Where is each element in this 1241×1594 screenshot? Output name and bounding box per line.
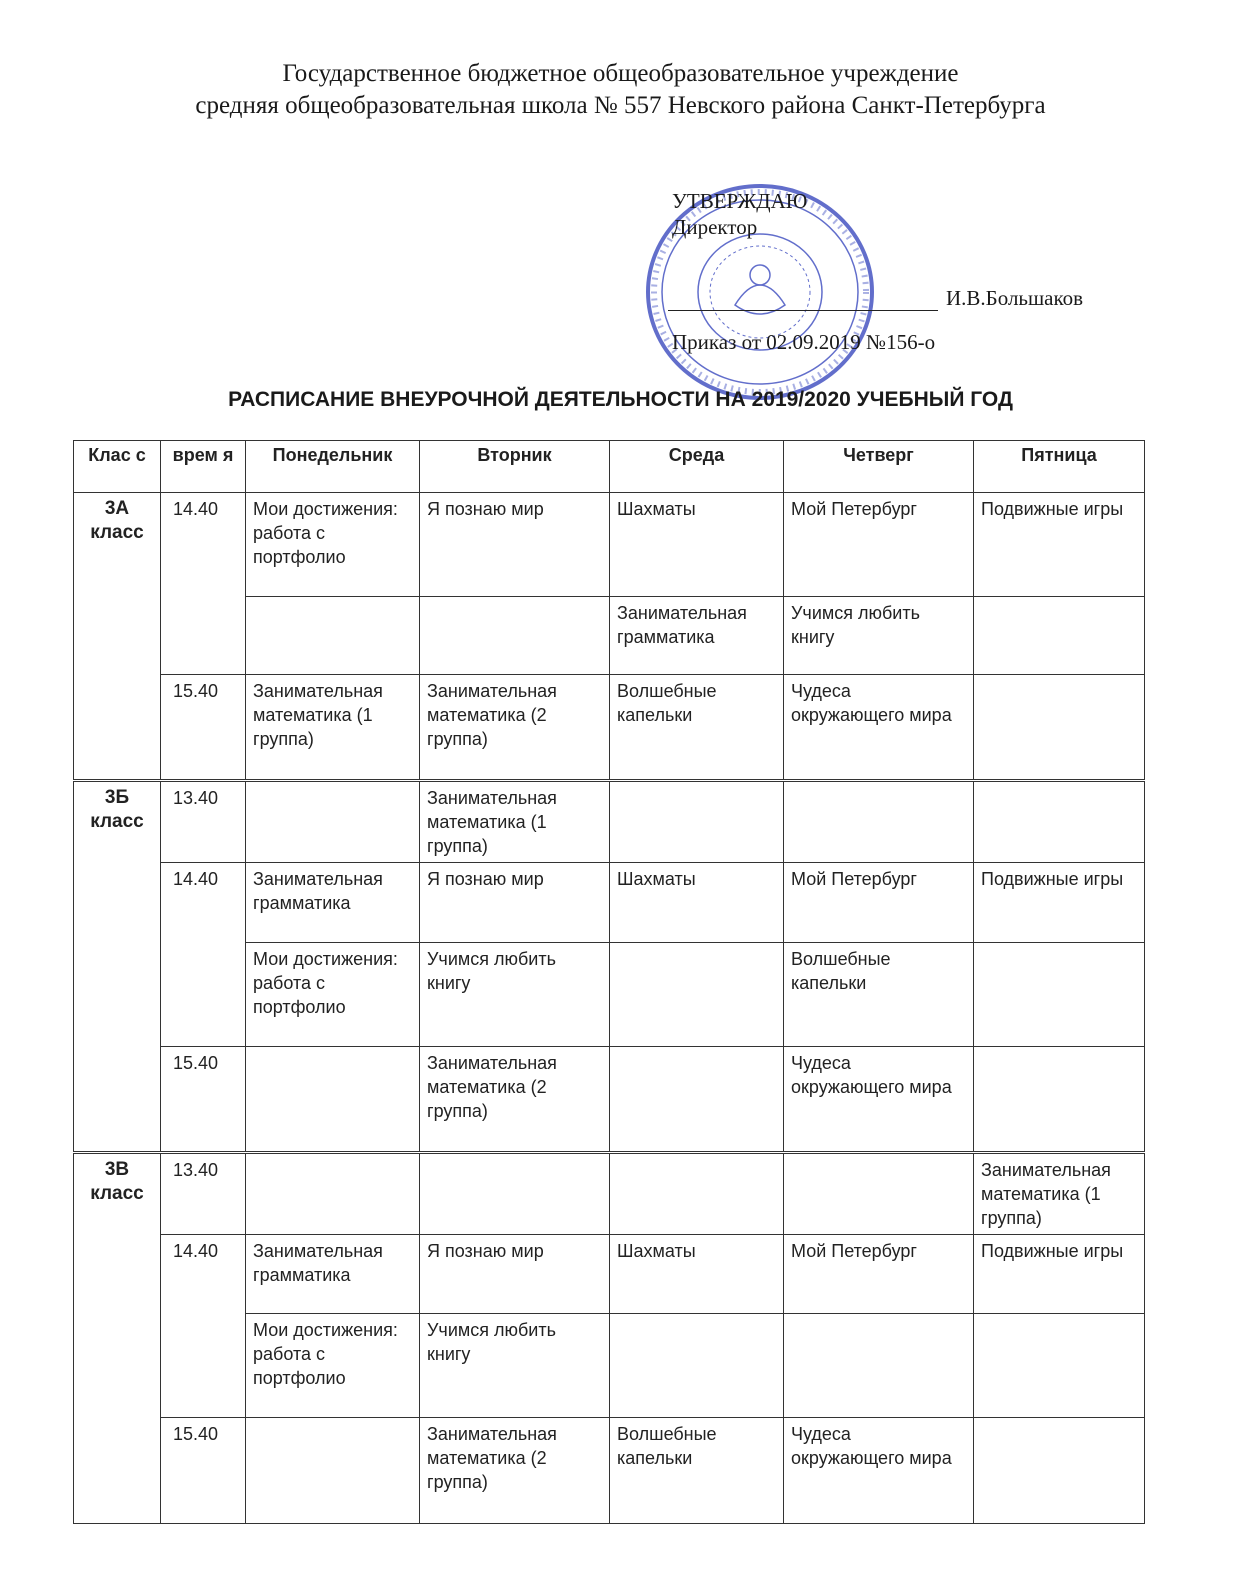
class-cell: 3В класс	[74, 1153, 161, 1524]
cell-wednesday	[610, 1047, 784, 1153]
time-cell: 15.40	[161, 1047, 246, 1153]
cell-wednesday: Шахматы	[610, 493, 784, 597]
table-row	[74, 863, 1145, 943]
header-friday: Пятница	[974, 441, 1145, 493]
cell-friday	[974, 781, 1145, 863]
header-line-2: средняя общеобразовательная школа № 557 Невского района Санкт-Петербурга	[195, 92, 1046, 119]
cell-tuesday: Занимательная математика (2 группа)	[420, 1047, 610, 1153]
table-row	[74, 781, 1145, 863]
header-time: врем я	[161, 441, 246, 493]
time-cell: 15.40	[161, 675, 246, 781]
header-line-1: Государственное бюджетное общеобразовательное учреждение	[282, 60, 959, 87]
cell-monday: Занимательная математика (1 группа)	[246, 675, 420, 781]
header-class: Клас с	[74, 441, 161, 493]
cell-tuesday: Учимся любить книгу	[420, 943, 610, 1047]
cell-thursday	[784, 1314, 974, 1418]
cell-monday: Мои достижения: работа с портфолио	[246, 1314, 420, 1418]
director-position: Директор	[672, 215, 758, 239]
cell-friday	[974, 1314, 1145, 1418]
cell-monday: Занимательная грамматика	[246, 863, 420, 943]
class-cell: 3Б класс	[74, 781, 161, 1153]
time-cell: 13.40	[161, 781, 246, 863]
header-tuesday: Вторник	[420, 441, 610, 493]
cell-thursday: Чудеса окружающего мира	[784, 1047, 974, 1153]
cell-monday: Мои достижения: работа с портфолио	[246, 493, 420, 597]
approval-block	[672, 188, 807, 240]
time-cell: 14.40	[161, 863, 246, 1047]
time-cell: 14.40	[161, 1235, 246, 1418]
cell-thursday: Мой Петербург	[784, 863, 974, 943]
table-row	[74, 1418, 1145, 1524]
cell-tuesday	[420, 1153, 610, 1235]
cell-monday: Занимательная грамматика	[246, 1235, 420, 1314]
cell-wednesday: Волшебные капельки	[610, 675, 784, 781]
cell-monday	[246, 597, 420, 675]
cell-wednesday	[610, 1314, 784, 1418]
cell-wednesday	[610, 943, 784, 1047]
schedule-table	[73, 440, 1145, 1524]
cell-friday: Подвижные игры	[974, 493, 1145, 597]
cell-wednesday: Волшебные капельки	[610, 1418, 784, 1524]
cell-tuesday: Я познаю мир	[420, 863, 610, 943]
time-cell: 15.40	[161, 1418, 246, 1524]
approve-label: УТВЕРЖДАЮ	[672, 189, 808, 213]
cell-wednesday	[610, 1153, 784, 1235]
cell-tuesday: Занимательная математика (1 группа)	[420, 781, 610, 863]
cell-thursday	[784, 1153, 974, 1235]
cell-monday: Мои достижения: работа с портфолио	[246, 943, 420, 1047]
order-text: Приказ от 02.09.2019 №156-о	[672, 330, 936, 354]
cell-tuesday: Учимся любить книгу	[420, 1314, 610, 1418]
cell-thursday: Волшебные капельки	[784, 943, 974, 1047]
cell-friday: Подвижные игры	[974, 863, 1145, 943]
director-name: И.В.Большаков	[946, 286, 1084, 310]
cell-tuesday: Я познаю мир	[420, 1235, 610, 1314]
cell-monday	[246, 1153, 420, 1235]
document-header	[0, 58, 1241, 122]
cell-monday	[246, 781, 420, 863]
table-row	[74, 1235, 1145, 1314]
class-cell: 3А класс	[74, 493, 161, 781]
cell-friday	[974, 1418, 1145, 1524]
cell-thursday	[784, 781, 974, 863]
signature-line	[668, 310, 938, 311]
table-row	[74, 1047, 1145, 1153]
table-row	[74, 493, 1145, 597]
time-cell: 14.40	[161, 493, 246, 675]
cell-friday	[974, 943, 1145, 1047]
cell-friday	[974, 597, 1145, 675]
cell-thursday: Мой Петербург	[784, 493, 974, 597]
cell-monday	[246, 1047, 420, 1153]
header-wednesday: Среда	[610, 441, 784, 493]
cell-tuesday: Я познаю мир	[420, 493, 610, 597]
cell-monday	[246, 1418, 420, 1524]
cell-thursday: Мой Петербург	[784, 1235, 974, 1314]
cell-tuesday: Занимательная математика (2 группа)	[420, 675, 610, 781]
cell-friday: Подвижные игры	[974, 1235, 1145, 1314]
header-thursday: Четверг	[784, 441, 974, 493]
cell-wednesday: Занимательная грамматика	[610, 597, 784, 675]
table-header-row	[74, 441, 1145, 493]
cell-thursday: Чудеса окружающего мира	[784, 1418, 974, 1524]
cell-thursday: Чудеса окружающего мира	[784, 675, 974, 781]
cell-friday	[974, 1047, 1145, 1153]
cell-friday	[974, 675, 1145, 781]
signature-row	[668, 286, 1083, 311]
cell-wednesday	[610, 781, 784, 863]
cell-friday: Занимательная математика (1 группа)	[974, 1153, 1145, 1235]
cell-wednesday: Шахматы	[610, 863, 784, 943]
cell-tuesday	[420, 597, 610, 675]
cell-wednesday: Шахматы	[610, 1235, 784, 1314]
table-row	[74, 1153, 1145, 1235]
schedule-title: РАСПИСАНИЕ ВНЕУРОЧНОЙ ДЕЯТЕЛЬНОСТИ НА 2019/2020 УЧЕБНЫЙ ГОД	[228, 388, 1013, 411]
header-monday: Понедельник	[246, 441, 420, 493]
table-row	[74, 675, 1145, 781]
time-cell: 13.40	[161, 1153, 246, 1235]
cell-tuesday: Занимательная математика (2 группа)	[420, 1418, 610, 1524]
cell-thursday: Учимся любить книгу	[784, 597, 974, 675]
